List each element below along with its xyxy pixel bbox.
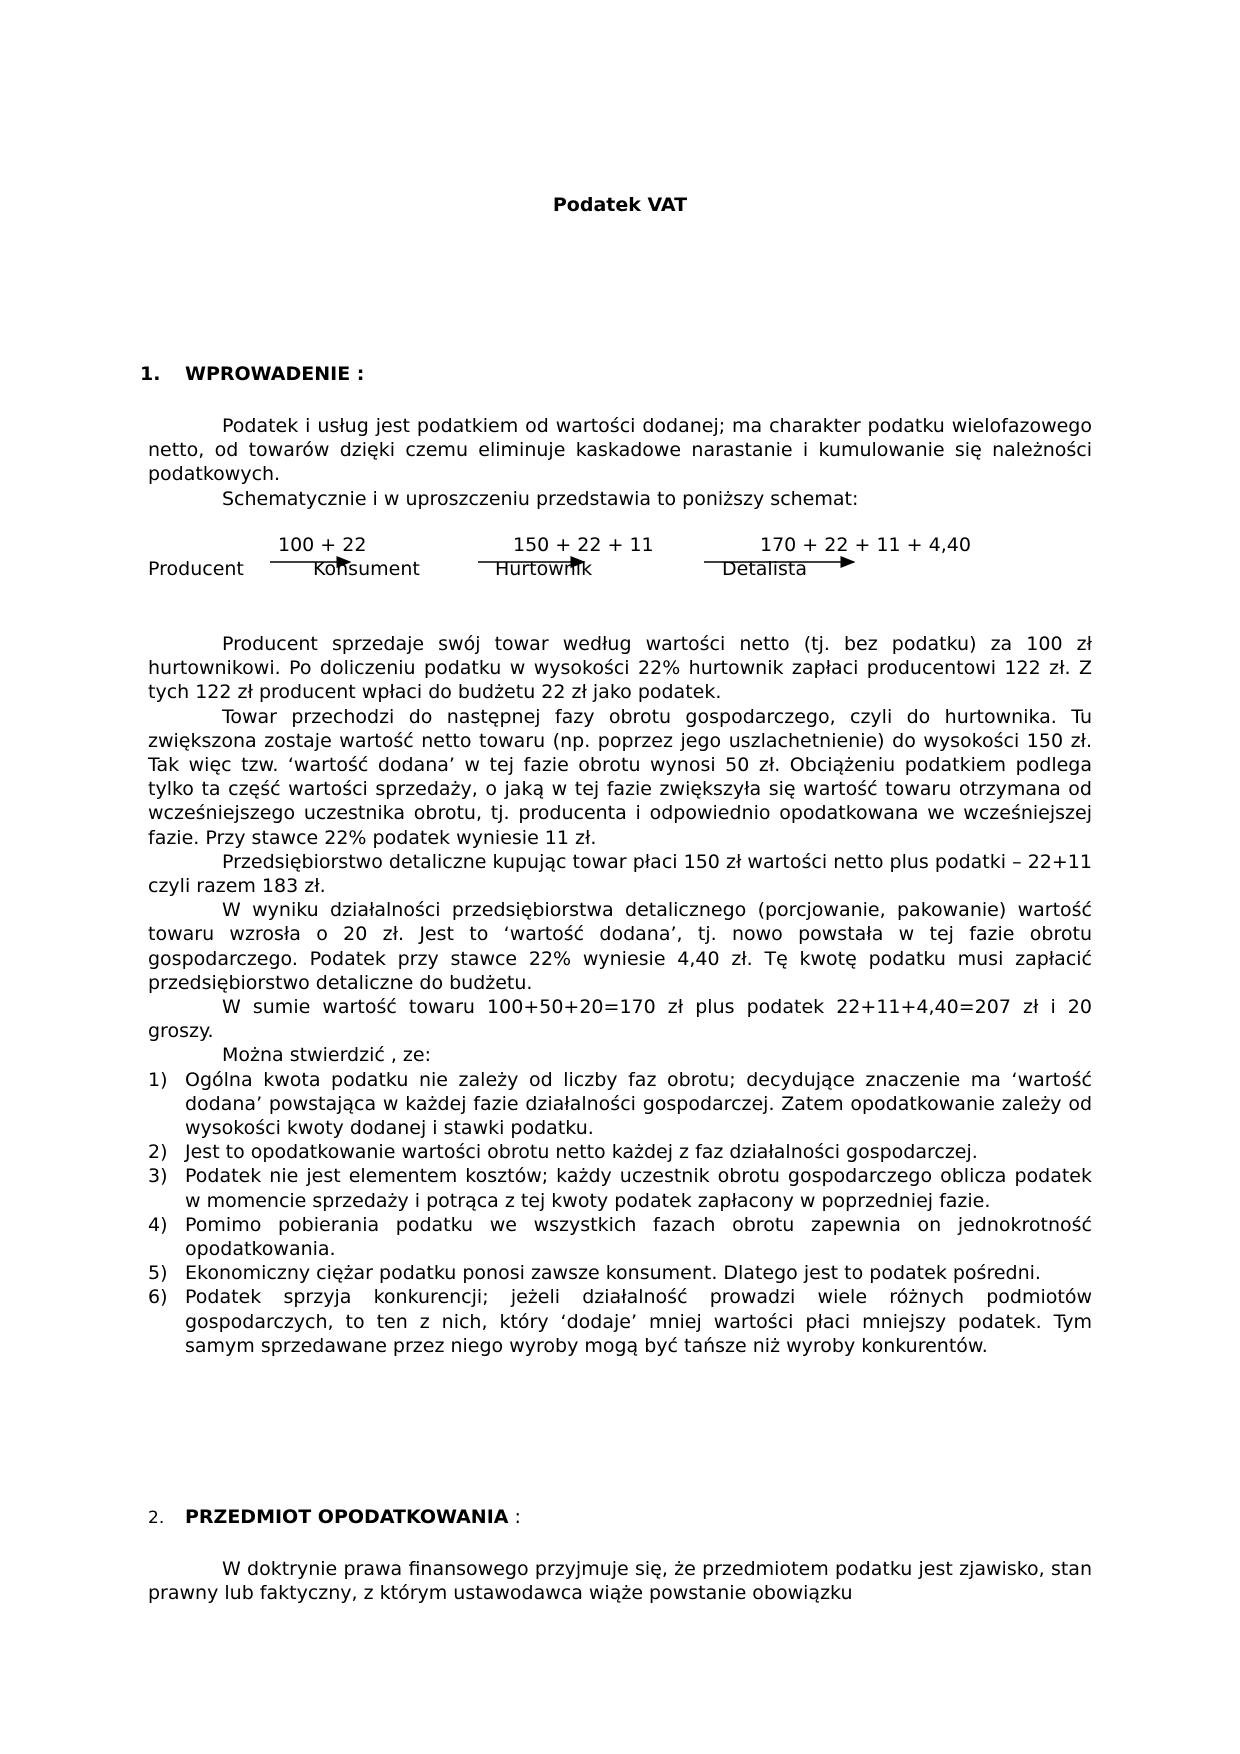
document-title: Podatek VAT [552,194,688,216]
conclusions-list [148,1068,1092,1358]
section-number: 1. [140,363,161,385]
list-item: 6) Podatek sprzyja konkurencji; jeżeli działalność prowadzi wiele różnych podmiotów gospodarczych, to ten z nich, który ‘dodaje’ mniej wartości płaci mniejszy podatek. Tym samym sprzedawane przez niego wyroby mogą być tańsze niż wyroby konkurentów. [148,1286,1092,1357]
label-consumer: Konsument [313,558,420,580]
section-title: WPROWADENIE : [185,363,365,385]
paragraph: Schematycznie i w uproszczeniu przedstawia to poniższy schemat: [222,487,859,510]
paragraph: Można stwierdzić , ze: [222,1044,431,1067]
paragraph: Towar przechodzi do następnej fazy obrotu gospodarczego, czyli do hurtownika. Tu zwiększona zostaje wartość netto towaru (np. poprzez jego uszlachetnienie) do wysokości 150 zł. Tak więc tzw. ‘wartość dodana’ w tej fazie obrotu wynosi 50 zł. Obciążeniu podatkiem podlega tylko ta część wartości sprzedaży, o jaką w tej fazie zwiększyła się wartość towaru otrzymana od wcześniejszego uczestnika obrotu, tj. producenta i odpowiednio opodatkowana we wcześniejszej fazie. Przy stawce 22% podatek wyniesie 11 zł. [148,705,1092,849]
list-item: 5) Ekonomiczny ciężar podatku ponosi zawsze konsument. Dlatego jest to podatek pośredni. [148,1262,1041,1285]
paragraph: W wyniku działalności przedsiębiorstwa detalicznego (porcjowanie, pakowanie) wartość towaru wzrosła o 20 zł. Jest to ‘wartość dodana’, tj. nowo powstała w tej fazie obrotu gospodarczego. Podatek przy stawce 22% wyniesie 4,40 zł. Tę kwotę podatku musi zapłacić przedsiębiorstwo detaliczne do budżetu. [148,899,1092,994]
formula-3: 170 + 22 + 11 + 4,40 [760,534,971,556]
list-item: 2) Jest to opodatkowanie wartości obrotu netto każdej z faz działalności gospodarczej. [148,1141,978,1164]
section-number: 2. [148,1508,165,1528]
section-title: PRZEDMIOT OPODATKOWANIA [185,1506,509,1528]
body-block [148,632,1092,1358]
list-item: 4) Pomimo pobierania podatku we wszystkich fazach obrotu zapewnia on jednokrotność opodatkowania. [148,1213,1092,1261]
section-heading-2 [148,1506,521,1528]
list-item: 3) Podatek nie jest elementem kosztów; każdy uczestnik obrotu gospodarczego oblicza podatek w momencie sprzedaży i potrąca z tej kwoty podatek zapłacony w poprzedniej fazie. [148,1165,1092,1212]
label-wholesaler: Hurtownik [495,558,593,580]
formula-2: 150 + 22 + 11 [513,534,654,556]
label-retailer: Detalista [722,558,807,580]
intro-block [148,414,1092,511]
paragraph: W doktrynie prawa finansowego przyjmuje się, że przedmiotem podatku jest zjawisko, stan prawny lub faktyczny, z którym ustawodawca wiąże powstanie obowiązku [148,1558,1092,1605]
section-title-suffix: : [508,1506,521,1528]
label-producer: Producent [148,558,244,580]
paragraph: W sumie wartość towaru 100+50+20=170 zł plus podatek 22+11+4,40=207 zł i 20 groszy. [148,996,1092,1043]
paragraph: Przedsiębiorstwo detaliczne kupując towar płaci 150 zł wartości netto plus podatki – 22+11 czyli razem 183 zł. [148,850,1092,898]
formula-1: 100 + 22 [278,534,367,556]
section-heading-1 [140,363,364,385]
list-item: 1) Ogólna kwota podatku nie zależy od liczby faz obrotu; decydujące znaczenie ma ‘wartość dodana’ powstająca w każdej fazie działalności gospodarczej. Zatem opodatkowanie zależy od wysokości kwoty dodanej i stawki podatku. [148,1068,1092,1140]
paragraph: Podatek i usług jest podatkiem od wartości dodanej; ma charakter podatku wielofazowego netto, od towarów dzięki czemu eliminuje kaskadowe narastanie i kumulowanie się należności podatkowych. [148,415,1092,486]
section2-block [148,1557,1092,1605]
paragraph: Producent sprzedaje swój towar według wartości netto (tj. bez podatku) za 100 zł hurtownikowi. Po doliczeniu podatku w wysokości 22% hurtownik zapłaci producentowi 122 zł. Z tych 122 zł producent wpłaci do budżetu 22 zł jako podatek. [148,633,1092,704]
vat-flow-diagram [148,532,1092,592]
